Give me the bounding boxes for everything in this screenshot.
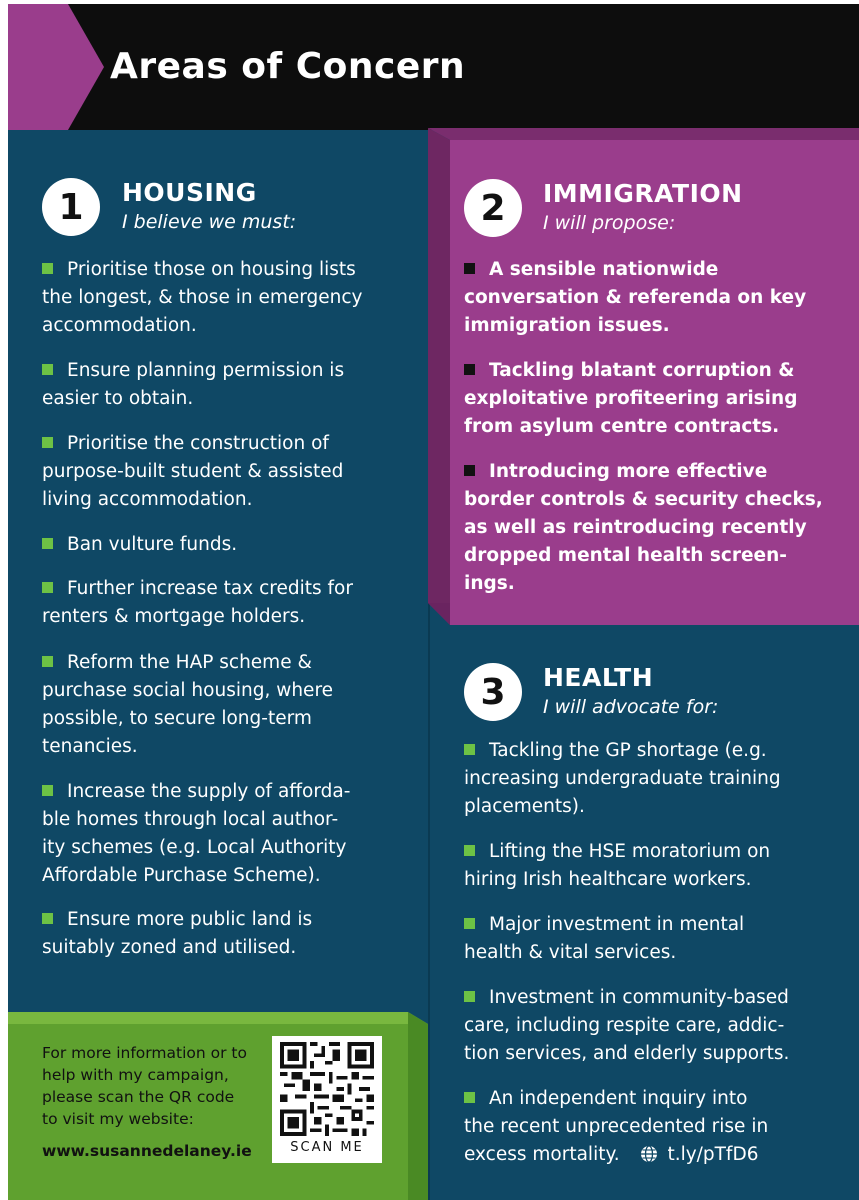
header-accent-arrow — [68, 4, 104, 130]
item-text: Ban vulture funds. — [67, 534, 238, 555]
item-text: suitably zoned and utilised. — [42, 937, 297, 958]
list-item — [42, 906, 312, 962]
footer-text-line: For more information or to — [42, 1044, 247, 1062]
list-item — [464, 984, 789, 1068]
housing-title: HOUSING — [122, 178, 257, 207]
item-text: health & vital services. — [464, 942, 677, 963]
item-text: exploitative profiteering arising — [464, 388, 798, 409]
bullet-square-icon — [42, 263, 53, 274]
immigration-title: IMMIGRATION — [543, 179, 743, 208]
item-text: as well as reintroducing recently — [464, 517, 807, 538]
qr-scan-label: SCAN ME — [290, 1140, 364, 1155]
item-text: Lifting the HSE moratorium on — [489, 841, 771, 862]
list-item — [42, 256, 363, 340]
list-item — [464, 838, 770, 894]
list-item — [42, 575, 353, 631]
bullet-square-icon — [464, 1092, 475, 1103]
item-text: Tackling blatant corruption & — [489, 360, 795, 381]
bullet-square-icon — [464, 263, 475, 274]
bullet-square-icon — [464, 364, 475, 375]
housing-number-badge: 1 — [42, 178, 100, 236]
item-text: Reform the HAP scheme & — [67, 652, 312, 673]
item-text: placements). — [464, 796, 585, 817]
bullet-square-icon — [42, 656, 53, 667]
header-accent-strip — [8, 4, 68, 130]
item-text: Ensure more public land is — [67, 909, 313, 930]
bullet-square-icon — [42, 582, 53, 593]
health-number-badge: 3 — [464, 663, 522, 721]
bullet-square-icon — [42, 913, 53, 924]
footer-text-line: please scan the QR code — [42, 1088, 235, 1106]
item-text: Prioritise those on housing lists — [67, 259, 356, 280]
item-text: Further increase tax credits for — [67, 578, 353, 599]
list-item — [42, 430, 343, 514]
list-item — [42, 778, 350, 890]
item-text: Increase the supply of afforda- — [67, 781, 351, 802]
list-item — [464, 458, 823, 598]
footer-panel-bevel-right — [408, 1012, 428, 1200]
page-title: Areas of Concern — [110, 46, 466, 87]
item-text: Tackling the GP shortage (e.g. — [489, 740, 767, 761]
website-link[interactable]: www.susannedelaney.ie — [42, 1142, 252, 1160]
bullet-square-icon — [42, 437, 53, 448]
list-item — [42, 649, 333, 761]
qr-code-icon[interactable] — [280, 1042, 374, 1140]
item-text: A sensible nationwide — [489, 259, 719, 280]
item-text: Ensure planning permission is — [67, 360, 345, 381]
bullet-square-icon — [42, 785, 53, 796]
item-text: ble homes through local author- — [42, 809, 339, 830]
item-text: immigration issues. — [464, 315, 670, 336]
item-text: accommodation. — [42, 315, 197, 336]
immigration-panel-bevel-left — [428, 128, 450, 625]
item-text: hiring Irish healthcare workers. — [464, 869, 752, 890]
item-text: care, including respite care, addic- — [464, 1015, 785, 1036]
footer-info-text — [42, 1042, 262, 1130]
item-text: excess mortality. — [464, 1144, 620, 1165]
item-text: tion services, and elderly supports. — [464, 1043, 790, 1064]
item-text: tenancies. — [42, 736, 138, 757]
item-text: increasing undergraduate training — [464, 768, 781, 789]
item-text: living accommodation. — [42, 489, 253, 510]
bullet-square-icon — [464, 744, 475, 755]
list-item — [464, 737, 781, 821]
list-item — [464, 357, 797, 441]
health-subtitle: I will advocate for: — [543, 696, 719, 718]
globe-icon — [640, 1144, 658, 1162]
item-text: Prioritise the construction of — [67, 433, 329, 454]
item-text: from asylum centre contracts. — [464, 416, 780, 437]
immigration-subtitle: I will propose: — [543, 212, 676, 234]
list-item — [42, 531, 237, 559]
bullet-square-icon — [464, 845, 475, 856]
item-text: Affordable Purchase Scheme). — [42, 865, 321, 886]
footer-text-line: to visit my website: — [42, 1110, 194, 1128]
item-text: easier to obtain. — [42, 388, 194, 409]
item-text: ity schemes (e.g. Local Authority — [42, 837, 347, 858]
item-text: Investment in community-based — [489, 987, 789, 1008]
immigration-panel-bevel-top — [428, 128, 859, 140]
item-text: border controls & security checks, — [464, 489, 823, 510]
item-text: ings. — [464, 573, 515, 594]
footer-text-line: help with my campaign, — [42, 1066, 229, 1084]
housing-subtitle: I believe we must: — [122, 211, 297, 233]
bullet-square-icon — [42, 364, 53, 375]
health-title: HEALTH — [543, 663, 654, 692]
item-text: renters & mortgage holders. — [42, 606, 306, 627]
item-text: Introducing more effective — [489, 461, 768, 482]
bullet-square-icon — [464, 465, 475, 476]
bullet-square-icon — [464, 918, 475, 929]
bullet-square-icon — [42, 538, 53, 549]
item-text: possible, to secure long-term — [42, 708, 312, 729]
footer-panel-bevel-top — [8, 1012, 428, 1024]
item-text: purpose-built student & assisted — [42, 461, 344, 482]
item-text: Major investment in mental — [489, 914, 745, 935]
list-item — [42, 357, 344, 413]
bullet-square-icon — [464, 991, 475, 1002]
item-text: An independent inquiry into — [489, 1088, 748, 1109]
item-text: purchase social housing, where — [42, 680, 334, 701]
item-text: dropped mental health screen- — [464, 545, 787, 566]
list-item — [464, 256, 806, 340]
health-inquiry-link[interactable]: t.ly/pTfD6 — [667, 1144, 759, 1165]
list-item — [464, 1085, 768, 1169]
item-text: conversation & referenda on key — [464, 287, 807, 308]
immigration-number-badge: 2 — [464, 179, 522, 237]
item-text: the recent unprecedented rise in — [464, 1116, 769, 1137]
list-item — [464, 911, 744, 967]
item-text: the longest, & those in emergency — [42, 287, 363, 308]
